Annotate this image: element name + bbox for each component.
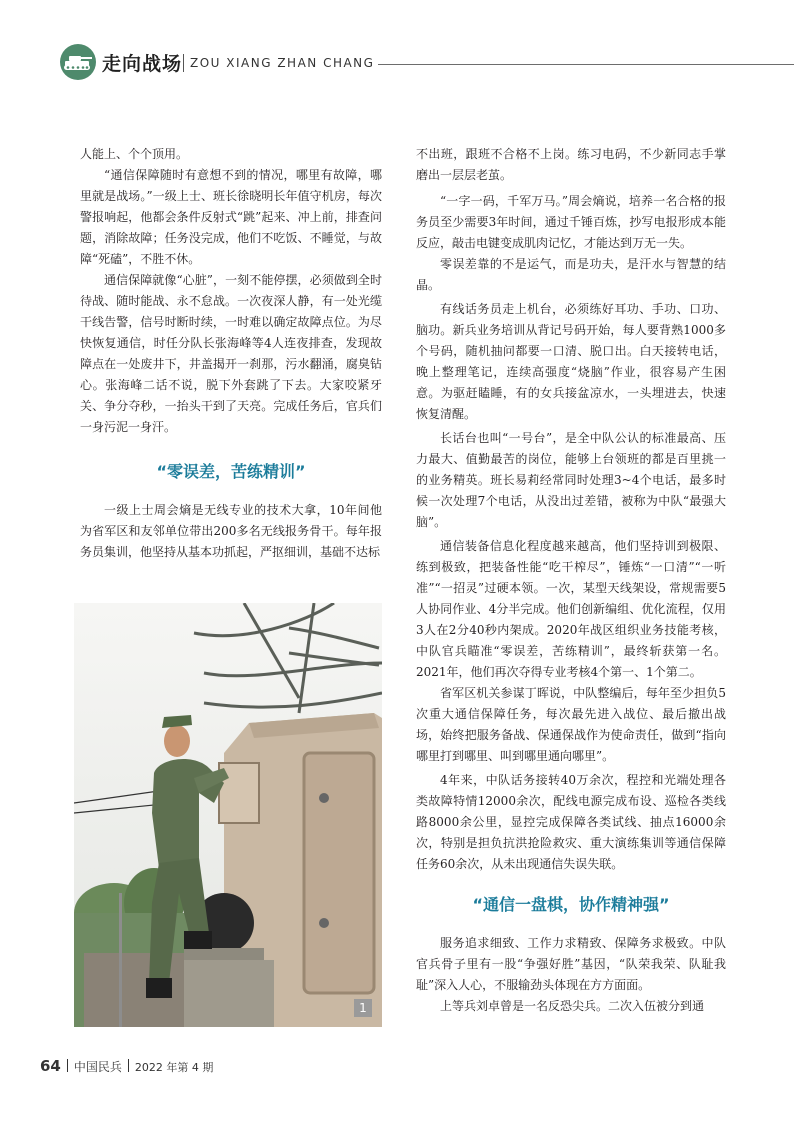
left-column (80, 144, 382, 563)
header-rule (378, 64, 794, 65)
section-title-en: ZOU XIANG ZHAN CHANG (190, 56, 375, 70)
right-paragraph-3: 零误差靠的不是运气，而是功夫，是汗水与智慧的结晶。 (416, 257, 726, 292)
page-number: 64 (40, 1057, 61, 1075)
left-paragraph-3: 通信保障就像“心脏”，一刻不能停摆，必须做到全时待战、随时能战、永不怠战。一次夜深人静，有一处光缆干线告警，信号时断时续，一时难以确定故障点位。为尽快恢复通信，时任分队长张海峰等4人连夜排查，发现故障点在一处废井下，井盖揭开一刹那，污水翻涌，腐臭钻心。张海峰二话不说，脱下外套跳了下去。大家咬紧牙关、争分夺秒，一抬头干到了天亮。完成任务后，官兵们一身污泥一身汗。 (80, 273, 382, 434)
right-paragraph-2: “一字一码，千军万马。”周会熵说，培养一名合格的报务员至少需要3年时间，通过千锤百炼，抄写电报形成本能反应，敲击电键变成肌肉记忆，才能达到万无一失。 (416, 194, 726, 250)
photo-number: 1 (354, 999, 372, 1017)
right-column (416, 144, 726, 1017)
right-paragraph-5: 长话台也叫“一号台”，是全中队公认的标准最高、压力最大、值勤最苦的岗位，能够上台领班的都是百里挑一的业务精英。班长易莉经常同时处理3~4个电话，最多时候一次处理7个电话，从没出过差错，被称为中队“最强大脑”。 (416, 431, 726, 529)
soldier-photo (74, 603, 382, 1027)
section-header (60, 44, 794, 84)
footer-divider-2 (128, 1059, 129, 1072)
left-paragraph-1: 人能上、个个顶用。 (80, 147, 189, 161)
right-paragraph-4: 有线话务员走上机台，必须练好耳功、手功、口功、脑功。新兵业务培训从背记号码开始，每人要背熟1000多个号码，随机抽问都要一口清、脱口出。白天接转电话，晚上整理笔记，连续高强度“烧脑”作业，很容易产生困意。为驱赶瞌睡，有的女兵接盆凉水，一头埋进去，快速恢复清醒。 (416, 302, 726, 421)
section-heading-zero-error: “零误差，苦练精训” (156, 462, 306, 481)
section-title-cn: 走向战场 (102, 53, 183, 75)
right-paragraph-7: 省军区机关参谋丁晖说，中队整编后，每年至少担负5次重大通信保障任务，每次最先进入战位、最后撤出战场，始终把服务备战、保通保战作为使命责任，做到“指向哪里打到哪里、叫到哪里通向哪里”。 (416, 686, 726, 763)
right-paragraph-10: 上等兵刘卓曾是一名反恐尖兵。二次入伍被分到通 (440, 999, 705, 1013)
page-footer (40, 1056, 213, 1075)
left-paragraph-4: 一级上士周会熵是无线专业的技术大拿，10年间他为省军区和友邻单位带出200多名无线报务骨干。每年报务员集训，他坚持从基本功抓起，严抠细训，基础不达标 (80, 503, 382, 559)
issue-label: 2022 年第 4 期 (134, 1061, 214, 1074)
tank-badge (60, 44, 96, 80)
tank-icon (63, 52, 93, 72)
right-paragraph-6: 通信装备信息化程度越来越高，他们坚持训到极限、练到极致，把装备性能“吃干榨尽”，锤炼“一口清”“一听准”“一招灵”过硬本领。一次，某型天线架设，常规需要5人协同作业、4分半完成。他们创新编组、优化流程，仅用3人在2分40秒内架成。2020年战区组织业务技能考核，中队官兵瞄准“零误差，苦练精训”，最终斩获第一名。2021年，他们再次夺得专业考核4个第一、1个第二。 (416, 539, 726, 679)
right-paragraph-1: 不出班，跟班不合格不上岗。练习电码，不少新同志手掌磨出一层层老茧。 (416, 147, 726, 182)
footer-divider (67, 1059, 68, 1072)
right-paragraph-9: 服务追求细致、工作力求精致、保障务求极致。中队官兵骨子里有一股“争强好胜”基因，“队荣我荣、队耻我耻”深入人心，不服输劲头体现在方方面面。 (416, 936, 726, 992)
section-heading-teamwork: “通信一盘棋，协作精神强” (472, 895, 670, 914)
header-divider (183, 54, 184, 72)
right-paragraph-8: 4年来，中队话务接转40万余次，程控和光端处理各类故障特情12000余次，配线电源完成布设、巡检各类线路8000余公里，显控完成保障各类试线、抽点16000余次，特别是担负抗洪抢险救灾、重大演练集训等通信保障任务60余次，从未出现通信失误失联。 (416, 773, 726, 871)
left-paragraph-2: “通信保障随时有意想不到的情况，哪里有故障，哪里就是战场。”一级上士、班长徐晓明长年值守机房，每次警报响起，他都会条件反射式“跳”起来、冲上前，排查问题，消除故障；任务没完成，他们不吃饭、不睡觉，与故障“死磕”，不胜不休。 (80, 168, 382, 266)
magazine-name: 中国民兵 (73, 1060, 122, 1074)
